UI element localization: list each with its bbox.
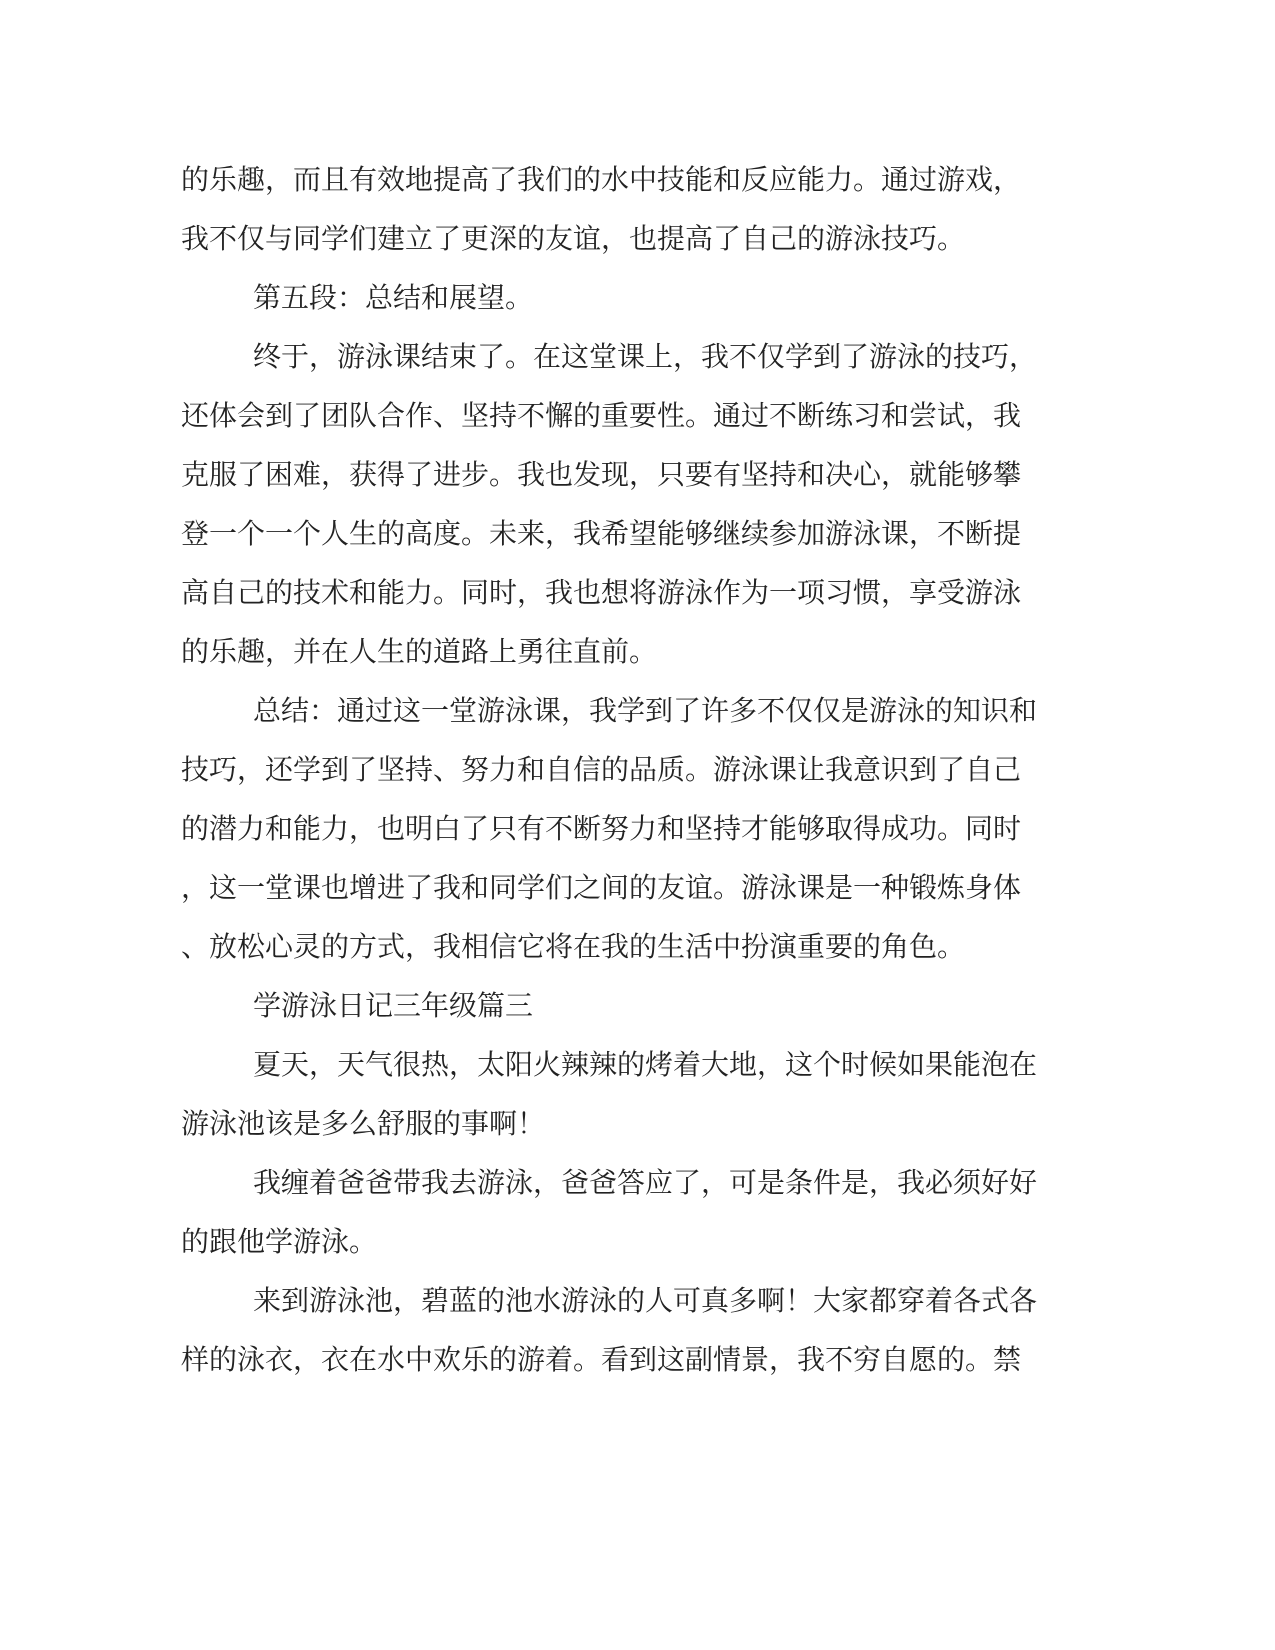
- text-line: 来到游泳池，碧蓝的池水游泳的人可真多啊！大家都穿着各式各: [253, 1284, 1038, 1317]
- text-line: 的潜力和能力，也明白了只有不断努力和坚持才能够取得成功。同时: [181, 812, 1022, 845]
- text-line: 的乐趣，并在人生的道路上勇往直前。: [181, 635, 658, 668]
- text-line: 、放松心灵的方式，我相信它将在我的生活中扮演重要的角色。: [181, 930, 966, 963]
- text-line: 我不仅与同学们建立了更深的友谊，也提高了自己的游泳技巧。: [181, 222, 966, 255]
- text-line: 我缠着爸爸带我去游泳，爸爸答应了，可是条件是，我必须好好: [253, 1166, 1038, 1199]
- text-line: ，这一堂课也增进了我和同学们之间的友谊。游泳课是一种锻炼身体: [181, 871, 1022, 904]
- text-line: 样的泳衣，衣在水中欢乐的游着。看到这副情景，我不穷自愿的。禁: [181, 1343, 1022, 1376]
- text-line: 的乐趣，而且有效地提高了我们的水中技能和反应能力。通过游戏，: [181, 163, 1022, 196]
- text-line: 游泳池该是多么舒服的事啊！: [181, 1107, 546, 1140]
- text-line: 终于，游泳课结束了。在这堂课上，我不仅学到了游泳的技巧，: [253, 340, 1038, 373]
- text-line: 技巧，还学到了坚持、努力和自信的品质。游泳课让我意识到了自己: [181, 753, 1022, 786]
- text-line: 的跟他学游泳。: [181, 1225, 378, 1258]
- section-heading: 第五段：总结和展望。: [253, 281, 534, 314]
- text-line: 登一个一个人生的高度。未来，我希望能够继续参加游泳课，不断提: [181, 517, 1022, 550]
- text-line: 克服了困难，获得了进步。我也发现，只要有坚持和决心，就能够攀: [181, 458, 1022, 491]
- text-line: 夏天，天气很热，太阳火辣辣的烤着大地，这个时候如果能泡在: [253, 1048, 1038, 1081]
- text-line: 还体会到了团队合作、坚持不懈的重要性。通过不断练习和尝试，我: [181, 399, 1022, 432]
- text-line: 总结：通过这一堂游泳课，我学到了许多不仅仅是游泳的知识和: [253, 694, 1038, 727]
- section-title: 学游泳日记三年级篇三: [253, 989, 534, 1022]
- text-line: 高自己的技术和能力。同时，我也想将游泳作为一项习惯，享受游泳: [181, 576, 1022, 609]
